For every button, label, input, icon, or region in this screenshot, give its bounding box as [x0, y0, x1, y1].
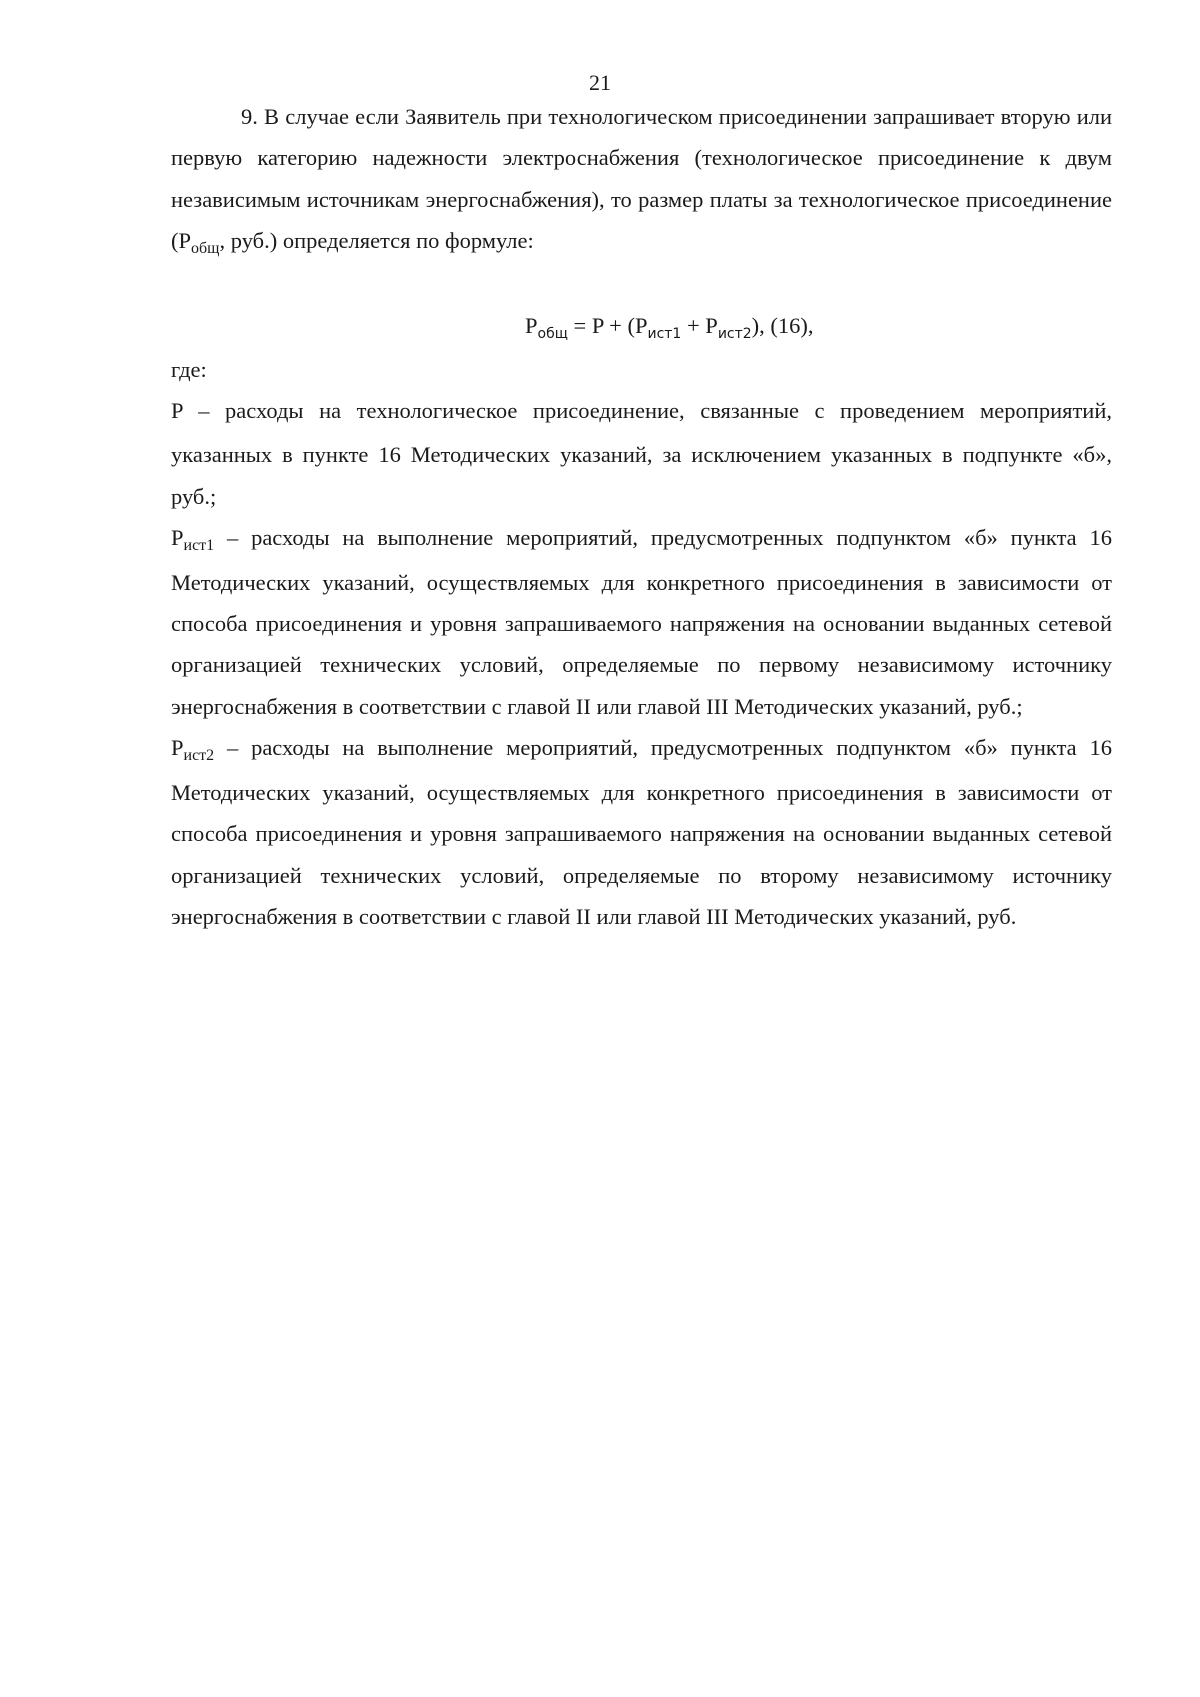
formula-eq-plus: = P + ( — [567, 312, 635, 338]
definition-symbol: P — [171, 735, 184, 761]
definition-text: – расходы на технологическое присоединение, связанные с проведением мероприятий, указанных в пункте 16 Методических указаний, за исключением указанных в подпункте «б», руб.; — [171, 398, 1112, 509]
formula-term2-symbol: P — [705, 312, 718, 338]
definition-p — [171, 390, 1112, 517]
definition-text: – расходы на выполнение мероприятий, предусмотренных подпунктом «б» пункта 16 Методических указаний, осуществляемых для конкретного присоединения в зависимости от способа присоединения и уровня запрашиваемого напряжения на основании выданных сетевой организацией технических условий, определяемые по первому независимому источнику энергоснабжения в соответствии с главой II или главой III Методических указаний, руб.; — [171, 525, 1112, 719]
formula-plus: + — [681, 312, 706, 338]
formula-term1-symbol: P — [634, 312, 648, 338]
document-body — [171, 96, 1112, 937]
intro-paragraph — [171, 96, 1112, 265]
intro-text-after: , руб.) определяется по формуле: — [219, 228, 534, 254]
definition-text: – расходы на выполнение мероприятий, предусмотренных подпунктом «б» пункта 16 Методических указаний, осуществляемых для конкретного присоединения в зависимости от способа присоединения и уровня запрашиваемого напряжения на основании выданных сетевой организацией технических условий, определяемые по второму независимому источнику энергоснабжения в соответствии с главой II или главой III Методических указаний, руб. — [171, 735, 1112, 929]
definition-symbol: P — [171, 398, 183, 424]
formula-tail: ), (16), — [751, 312, 814, 338]
page-number: 21 — [589, 70, 611, 95]
definition-p-ist2 — [171, 727, 1112, 937]
intro-subscript: общ — [191, 240, 220, 258]
definition-subscript: ист2 — [183, 747, 215, 765]
formula-term2-sub: ист2 — [717, 325, 752, 342]
definition-subscript: ист1 — [183, 537, 215, 555]
intro-text-before: 9. В случае если Заявитель при технологическом присоединении запрашивает вторую или первую категорию надежности электроснабжения (технологическое присоединение к двум независимым источникам энергоснабжения), то размер платы за технологическое присоединение (P — [171, 104, 1112, 254]
formula-lhs-symbol: P — [525, 312, 538, 338]
where-label: где: — [171, 356, 207, 382]
definition-p-ist1 — [171, 517, 1112, 727]
formula-lhs-sub: общ — [537, 325, 568, 342]
formula-term1-sub: ист1 — [647, 325, 682, 342]
definition-symbol: P — [171, 525, 184, 551]
formula-16 — [171, 265, 1112, 349]
